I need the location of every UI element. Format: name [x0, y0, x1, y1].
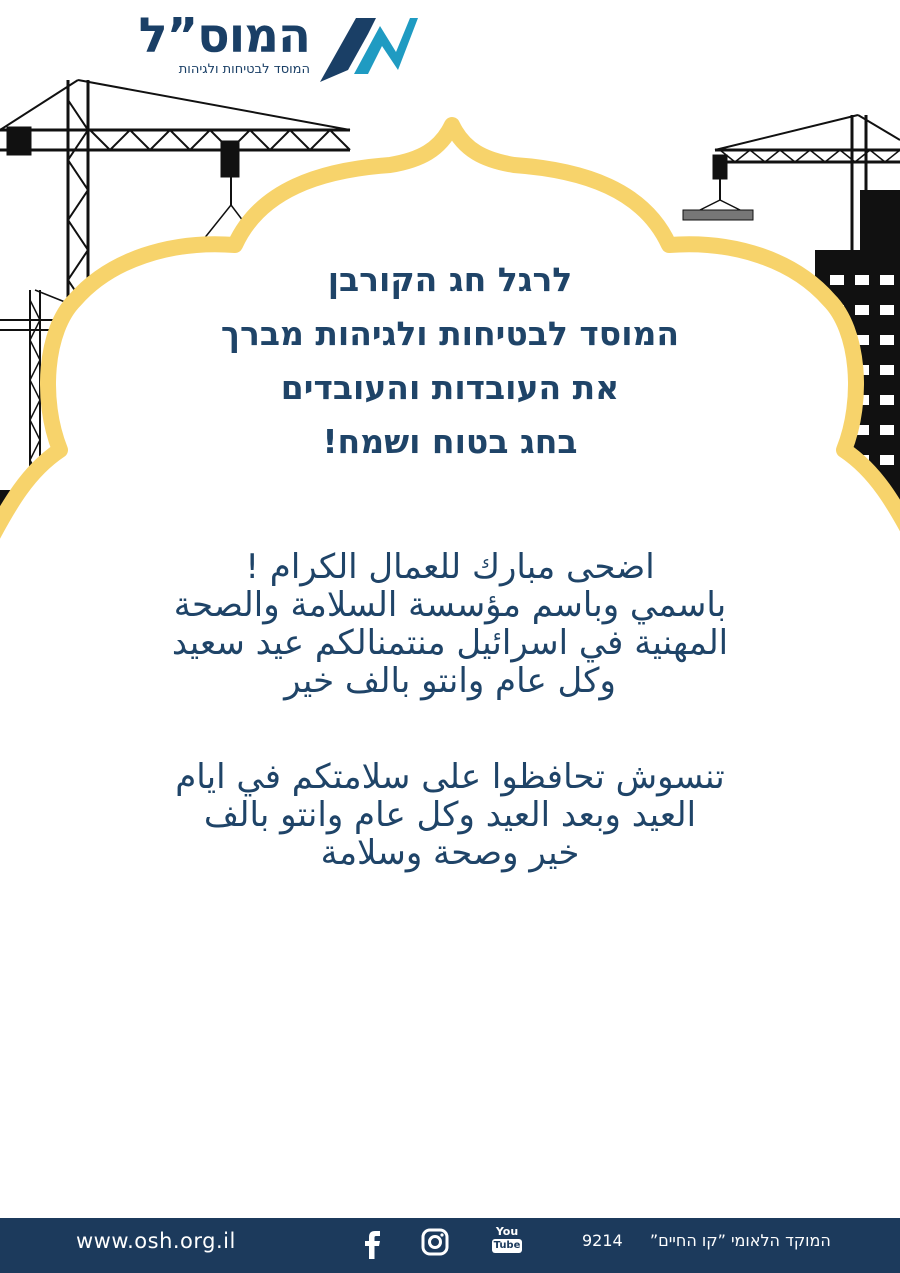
youtube-icon[interactable]: [492, 1225, 522, 1261]
arabic-line: تنسوش تحافظوا على سلامتكم في ايام: [175, 757, 725, 797]
hebrew-line: בחג בטוח ושמח!: [322, 422, 578, 461]
logo-name: המוס”ל: [138, 8, 310, 64]
arabic-wish: [60, 758, 840, 872]
hotline-number: 9214: [582, 1231, 623, 1250]
logo-subtitle: המוסד לבטיחות ולגיהות: [178, 62, 310, 77]
hotline: [582, 1231, 852, 1250]
arabic-line: وكل عام وانتو بالف خير: [284, 661, 616, 701]
youtube-label-bottom: Tube: [493, 1240, 521, 1251]
arabic-line: اضحى مبارك للعمال الكرام !: [245, 547, 655, 587]
logo-mark-icon: [318, 12, 420, 84]
arabic-line: خير وصحة وسلامة: [320, 833, 580, 873]
arabic-line: العيد وبعد العيد وكل عام وانتو بالف: [203, 795, 697, 835]
hebrew-line: המוסד לבטיחות ולגיהות מברך: [220, 314, 680, 353]
instagram-icon[interactable]: [420, 1225, 450, 1261]
hebrew-line: את העובדות והעובדים: [280, 368, 620, 407]
arabic-greeting: [60, 548, 840, 700]
facebook-icon[interactable]: [360, 1225, 384, 1261]
arabic-line: المهنية في اسرائيل منتمنالكم عيد سعيد: [171, 623, 729, 663]
hotline-label: המוקד הלאומי ”קו החיים”: [649, 1231, 831, 1250]
website-link[interactable]: www.osh.org.il: [76, 1229, 236, 1253]
arabic-line: باسمي وباسم مؤسسة السلامة والصحة: [173, 585, 727, 625]
hebrew-line: לרגל חג הקורבן: [327, 260, 573, 299]
hebrew-greeting: [150, 253, 750, 469]
youtube-label-top: You: [495, 1225, 519, 1238]
